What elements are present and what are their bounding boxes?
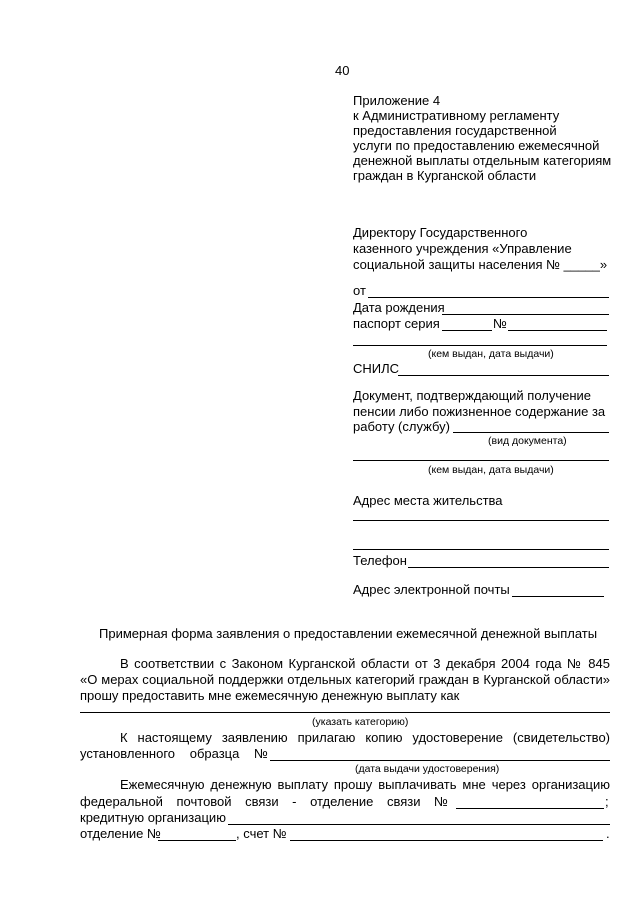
addressee-line: казенного учреждения «Управление [353, 241, 572, 256]
pension-doc-line: работу (службу) [353, 419, 450, 434]
pension-doc-line: пенсии либо пожизненное содержание за [353, 404, 606, 419]
form-heading: Примерная форма заявления о предоставлении ежемесячной денежной выплаты [99, 626, 598, 641]
address-field-line-1[interactable] [353, 520, 609, 521]
appendix-line: денежной выплаты отдельным категориям [353, 153, 612, 168]
credit-org-label: кредитную организацию [80, 810, 226, 825]
email-field-line[interactable] [512, 596, 604, 597]
para1-line: прошу предоставить мне ежемесячную денежную выплату как [80, 688, 460, 703]
certificate-field-line[interactable] [270, 760, 610, 761]
end-period: . [606, 826, 610, 841]
category-field-line[interactable] [80, 712, 610, 713]
snils-label: СНИЛС [353, 361, 400, 376]
pension-doc-field-line[interactable] [453, 432, 609, 433]
credit-org-field-line[interactable] [228, 824, 610, 825]
appendix-line: граждан в Курганской области [353, 168, 537, 183]
para1-line: В соответствии с Законом Курганской области от 3 декабря 2004 года № 845 [120, 656, 610, 671]
account-label: , счет № [236, 826, 287, 841]
branch-field-line[interactable] [158, 840, 236, 841]
semicolon: ; [605, 794, 609, 809]
passport-number-field-line[interactable] [508, 330, 607, 331]
account-field-line[interactable] [290, 840, 603, 841]
passport-issued-field-line[interactable] [353, 345, 607, 346]
issued-caption: (кем выдан, дата выдачи) [428, 348, 554, 360]
appendix-line: услуги по предоставлению ежемесячной [353, 138, 600, 153]
from-label: от [353, 283, 366, 298]
post-office-field-line[interactable] [456, 808, 604, 809]
para2-line: К настоящему заявлению прилагаю копию удостоверение (свидетельство) [120, 730, 610, 745]
address-field-line-2[interactable] [353, 549, 609, 550]
page-number: 40 [335, 63, 350, 78]
para1-line: «О мерах социальной поддержки отдельных категорий граждан в Курганской области» [80, 672, 610, 687]
passport-series-field-line[interactable] [442, 330, 492, 331]
para3-line: федеральной почтовой связи - отделение связи № [80, 794, 448, 809]
passport-number-label: № [493, 316, 507, 331]
addressee-line: Директору Государственного [353, 225, 528, 240]
passport-series-label: паспорт серия [353, 316, 440, 331]
para2-line: установленного образца № [80, 746, 268, 761]
pension-doc-line: Документ, подтверждающий получение [353, 388, 592, 403]
dob-label: Дата рождения [353, 300, 445, 315]
category-caption: (указать категорию) [312, 716, 409, 728]
dob-field-line[interactable] [442, 314, 609, 315]
phone-field-line[interactable] [408, 567, 609, 568]
snils-field-line[interactable] [398, 375, 609, 376]
pension-doc-issued-field-line[interactable] [353, 460, 609, 461]
para3-line: Ежемесячную денежную выплату прошу выплачивать мне через организацию [120, 777, 610, 792]
addressee-line: социальной защиты населения № _____» [353, 257, 608, 272]
email-label: Адрес электронной почты [353, 582, 510, 597]
appendix-line: к Административному регламенту [353, 108, 560, 123]
from-field-line[interactable] [368, 297, 609, 298]
doc-type-caption: (вид документа) [488, 435, 567, 447]
appendix-title: Приложение 4 [353, 93, 441, 108]
appendix-line: предоставления государственной [353, 123, 557, 138]
address-label: Адрес места жительства [353, 493, 503, 508]
certificate-caption: (дата выдачи удостоверения) [355, 763, 500, 775]
phone-label: Телефон [353, 553, 407, 568]
branch-label: отделение № [80, 826, 161, 841]
issued-caption-2: (кем выдан, дата выдачи) [428, 464, 554, 476]
